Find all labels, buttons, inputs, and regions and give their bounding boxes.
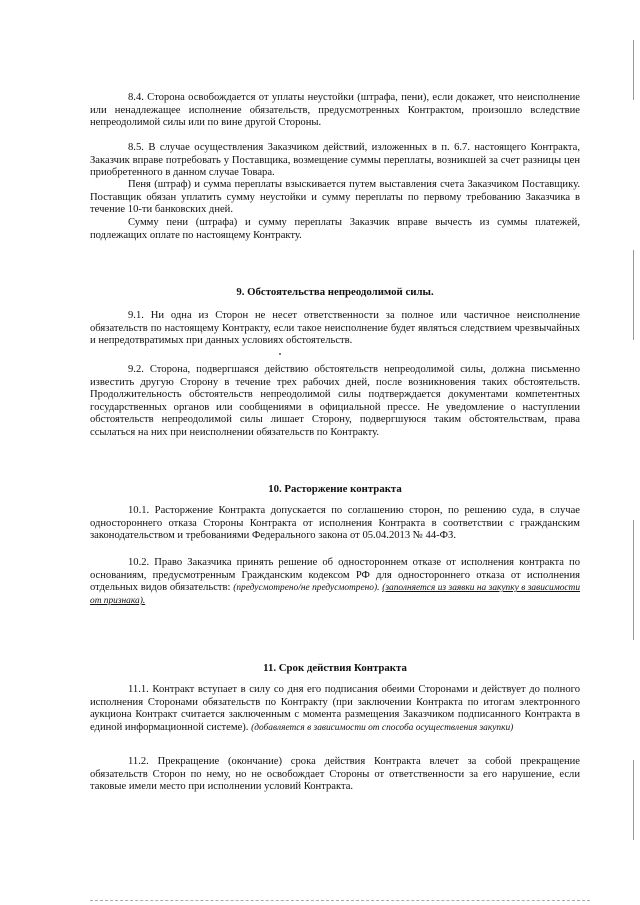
paragraph-9-1: 9.1. Ни одна из Сторон не несет ответственности за полное или частичное неисполнение обязательств по настоящему Контракту, если такое неисполнение будет являться следствием чрезвычайных и непредотвратимых при данных условиях обстоятельств.	[90, 310, 580, 347]
section-11-title: 11. Срок действия Контракта	[263, 662, 407, 674]
paragraph-11-1-text: 11.1. Контракт вступает в силу со дня его подписания обеими Сторонами и действует до полного исполнения Сторонами обязательств по Контракту (при заключении Контракта по итогам электронного аукциона Контракт считается заключенным с момента размещения Заказчиком подписанного Контракта в единой информационной системе).	[90, 684, 580, 733]
section-9-title: 9. Обстоятельства непреодолимой силы.	[236, 286, 434, 298]
paragraph-11-2: 11.2. Прекращение (окончание) срока действия Контракта влечет за собой прекращение обязательств Сторон по нему, но не освобождает Стороны от ответственности за его нарушение, если таковые имели место при исполнении условий Контракта.	[90, 756, 580, 793]
paragraph-9-2: 9.2. Сторона, подвергшаяся действию обстоятельств непреодолимой силы, должна письменно известить другую Сторону в течение трех рабочих дней, после возникновения таких обстоятельств. Продолжительность обстоятельств непреодолимой силы подтверждается документами компетентных государственных органов или сообщениями в официальной прессе. Не уведомление о наступлении обстоятельств непреодолимой силы лишает Сторону, подвергшуюся таким обстоятельствам, права ссылаться на них при неисполнении обязательств по Контракту.	[90, 364, 580, 438]
paragraph-8-4: 8.4. Сторона освобождается от уплаты неустойки (штрафа, пени), если докажет, что неисполнение или ненадлежащее исполнение обязательств, предусмотренных Контрактом, произошло вследствие непреодолимой силы или по вине другой Стороны.	[90, 92, 580, 129]
paragraph-10-2-note: (предусмотрено/не предусмотрено).	[233, 583, 380, 594]
paragraph-11-1-note: (добавляется в зависимости от способа осуществления закупки)	[251, 722, 514, 733]
section-10-title: 10. Расторжение контракта	[268, 483, 402, 495]
paragraph-deduction: Сумму пени (штрафа) и сумму переплаты Заказчик вправе вычесть из суммы платежей, подлежащих оплате по настоящему Контракту.	[90, 217, 580, 241]
paragraph-8-5: 8.5. В случае осуществления Заказчиком действий, изложенных в п. 6.7. настоящего Контракта, Заказчик вправе потребовать у Поставщика, возмещение суммы переплаты, возникшей за счет разницы цен приобретенного в данном случае Товара.	[90, 142, 580, 179]
scan-bottom-edge	[90, 900, 590, 901]
paragraph-penalty: Пеня (штраф) и сумма переплаты взыскивается путем выставления счета Заказчиком Поставщику. Поставщик обязан уплатить сумму неустойки и сумму переплаты по первому требованию Заказчика в течение 10-ти банковских дней.	[90, 179, 580, 216]
paragraph-10-1: 10.1. Расторжение Контракта допускается по соглашению сторон, по решению суда, в случае одностороннего отказа Стороны Контракта от исполнения Контракта в соответствии с гражданским законодательством и требованиями Федерального закона от 05.04.2013 № 44-ФЗ.	[90, 505, 580, 542]
paragraph-10-2	[90, 557, 580, 607]
scan-edge-mark	[633, 520, 634, 640]
paragraph-10-2-fill-note: (заполняется из заявки на закупку в зависимости от признака).	[90, 583, 581, 606]
scan-edge-mark	[633, 250, 634, 340]
scan-edge-mark	[633, 40, 634, 100]
scan-edge-mark	[633, 760, 634, 840]
scan-speck	[279, 353, 281, 355]
paragraph-10-2-text: 10.2. Право Заказчика принять решение об одностороннем отказе от исполнения контракта по основаниям, предусмотренным Гражданским кодексом РФ для одностороннего отказа от исполнения отдельных видов обязательств:	[90, 557, 580, 594]
paragraph-11-1	[90, 684, 580, 734]
